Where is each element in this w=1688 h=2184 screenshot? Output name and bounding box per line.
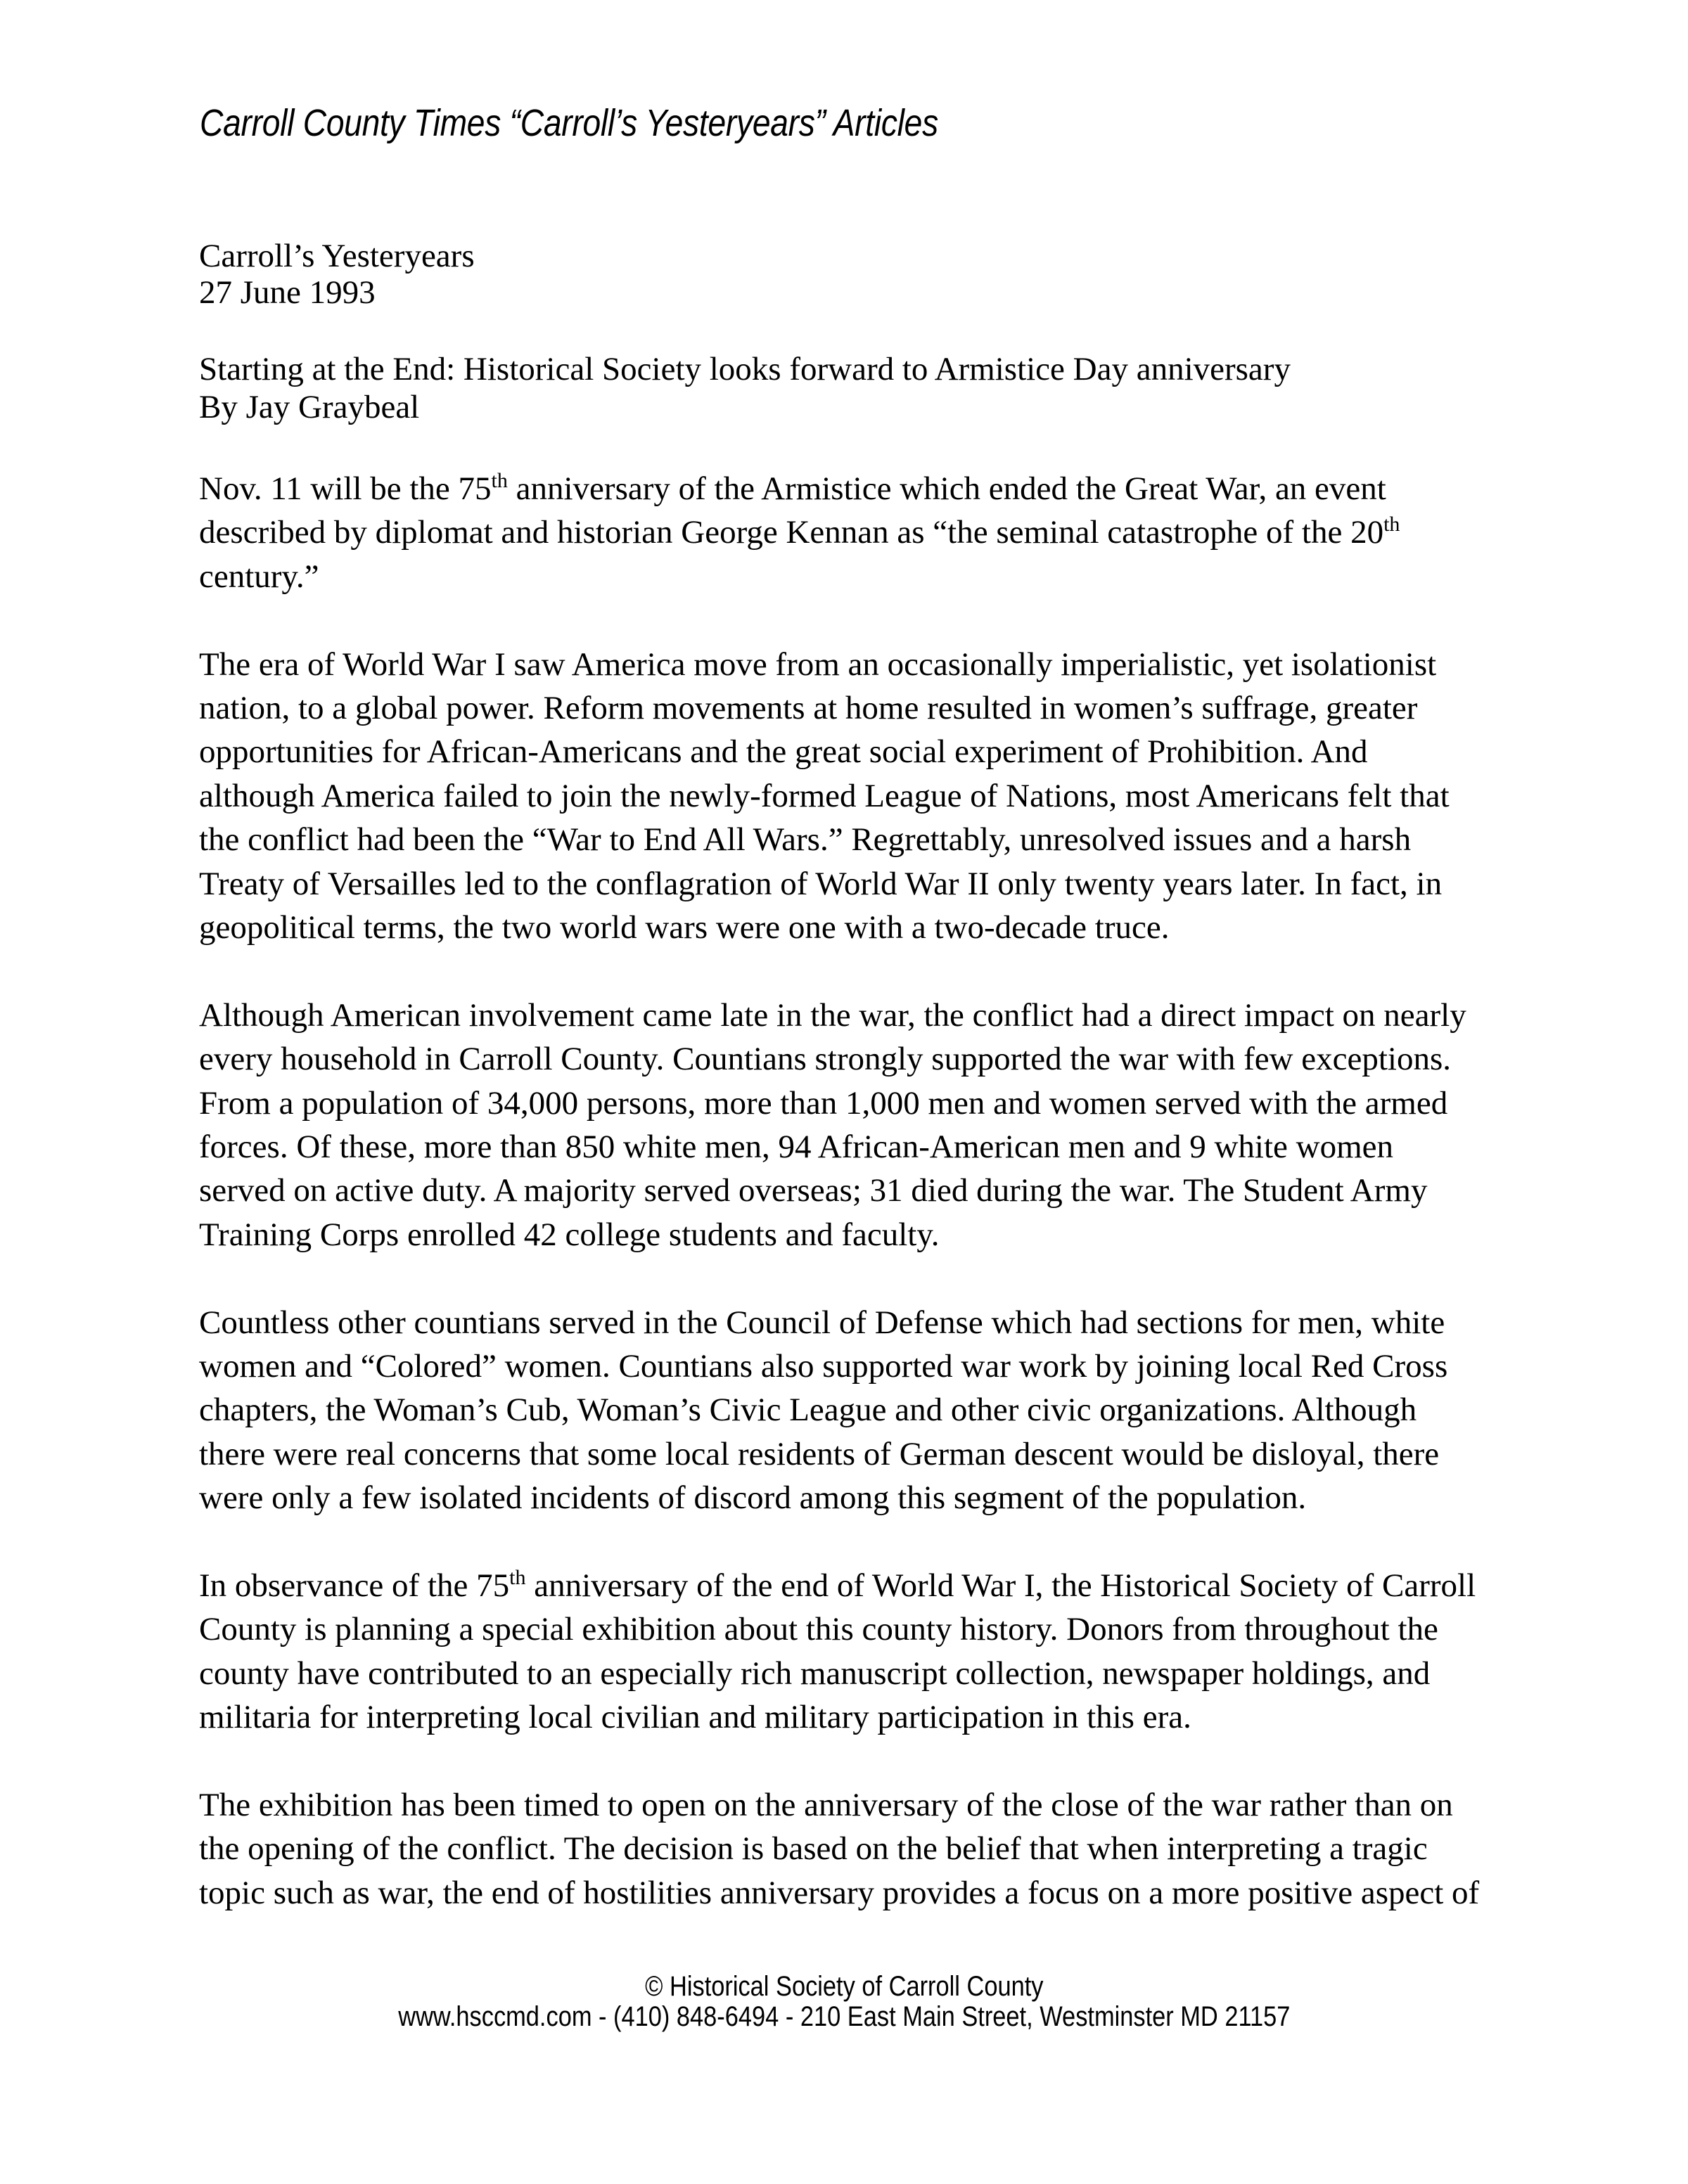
column-name: Carroll’s Yesteryears: [199, 238, 475, 274]
paragraph-line: [199, 645, 1437, 683]
paragraph-line: [199, 1043, 1451, 1076]
paragraph-line: [199, 1479, 1307, 1517]
paragraph-line: [199, 1131, 1393, 1164]
line-text: Treaty of Versailles led to the conflagration of World War II only twenty years later. In fact, in: [199, 865, 1443, 902]
paragraph-line: [199, 733, 1368, 771]
paragraph-line: [199, 1789, 1453, 1822]
line-text: century.”: [199, 558, 319, 595]
paragraph-line: [199, 1566, 1476, 1604]
line-text: opportunities for African-Americans and the great social experiment of Prohibition. And: [199, 733, 1368, 771]
line-text: Training Corps enrolled 42 college students and faculty.: [199, 1216, 940, 1253]
article-date: 27 June 1993: [199, 274, 376, 311]
paragraph-line: [199, 560, 319, 593]
paragraph-line: [199, 1350, 1447, 1383]
line-text: were only a few isolated incidents of discord among this segment of the population.: [199, 1479, 1307, 1517]
line-text: there were real concerns that some local residents of German descent would be disloyal, there: [199, 1435, 1440, 1472]
line-text: county have contributed to an especially rich manuscript collection, newspaper holdings, and: [199, 1655, 1431, 1692]
paragraph-line: [199, 865, 1443, 902]
line-text: anniversary of the Armistice which ended the Great War, an event: [507, 470, 1386, 507]
line-text: In observance of the 75: [199, 1567, 510, 1604]
line-text: militaria for interpreting local civilian and military participation in this era.: [199, 1699, 1191, 1736]
paragraph-line: [199, 821, 1412, 859]
line-text: forces. Of these, more than 850 white men, 94 African-American men and 9 white women: [199, 1129, 1393, 1165]
line-text: anniversary of the end of World War I, the Historical Society of Carroll: [525, 1567, 1476, 1604]
paragraph-line: [199, 1657, 1430, 1690]
line-text: women and “Colored” women. Countians also supported war work by joining local Red Cross: [199, 1348, 1448, 1385]
line-text: nation, to a global power. Reform movements at home resulted in women’s suffrage, greater: [199, 690, 1418, 726]
line-text: Countless other countians served in the Council of Defense which had sections for men, white: [199, 1304, 1445, 1341]
line-text: the opening of the conflict. The decision is based on the belief that when interpreting a tragic: [199, 1830, 1428, 1868]
paragraph-line: [199, 1084, 1448, 1122]
paragraph-line: [199, 513, 1400, 551]
line-text: the conflict had been the “War to End All Wars.” Regrettably, unresolved issues and a harsh: [199, 821, 1412, 859]
paragraph-line: [199, 1174, 1427, 1207]
paragraph-line: [199, 1306, 1445, 1340]
footer-copyright-text: © Historical Society of Carroll County: [644, 1971, 1044, 2002]
paragraph-line: [199, 1394, 1417, 1427]
ordinal-superscript: th: [509, 1566, 526, 1589]
line-text: topic such as war, the end of hostilities anniversary provides a focus on a more positive aspect of: [199, 1874, 1480, 1911]
line-text: described by diplomat and historian George Kennan as “the seminal catastrophe of the 20: [199, 514, 1384, 551]
paragraph-line: [199, 1874, 1480, 1911]
paragraph-line: [199, 1435, 1440, 1472]
footer-contact-text: www.hsccmd.com - (410) 848-6494 - 210 East Main Street, Westminster MD 21157: [397, 2001, 1291, 2032]
footer-copyright: [0, 1972, 1688, 2000]
line-text: although America failed to join the newly-formed League of Nations, most Americans felt that: [199, 777, 1450, 814]
line-text: geopolitical terms, the two world wars were one with a two-decade truce.: [199, 909, 1170, 946]
paragraph-line: [199, 692, 1417, 725]
paragraph-line: [199, 469, 1386, 507]
line-text: The era of World War I saw America move from an occasionally imperialistic, yet isolationist: [199, 645, 1437, 683]
running-header: Carroll County Times “Carroll’s Yesteryears” Articles: [200, 102, 938, 144]
ordinal-superscript: th: [491, 469, 508, 492]
article-headline: Starting at the End: Historical Society looks forward to Armistice Day anniversary: [199, 351, 1291, 387]
line-text: Nov. 11 will be the 75: [199, 470, 492, 507]
paragraph-line: [199, 1830, 1428, 1868]
line-text: served on active duty. A majority served overseas; 31 died during the war. The Student Army: [199, 1172, 1428, 1209]
line-text: chapters, the Woman’s Cub, Woman’s Civic League and other civic organizations. Although: [199, 1392, 1417, 1429]
paragraph-line: [199, 1613, 1438, 1646]
paragraph-line: [199, 1701, 1191, 1734]
paragraph-line: [199, 777, 1450, 814]
paragraph-line: [199, 911, 1169, 944]
article-byline: By Jay Graybeal: [199, 389, 420, 425]
ordinal-superscript: th: [1383, 513, 1400, 537]
line-text: County is planning a special exhibition about this county history. Donors from throughout the: [199, 1611, 1438, 1648]
paragraph-line: [199, 996, 1466, 1034]
line-text: The exhibition has been timed to open on the anniversary of the close of the war rather than on: [199, 1787, 1453, 1823]
line-text: every household in Carroll County. Countians strongly supported the war with few exceptions.: [199, 1041, 1452, 1078]
footer-contact: [0, 2003, 1688, 2031]
line-text: Although American involvement came late in the war, the conflict had a direct impact on nearly: [199, 996, 1466, 1034]
paragraph-line: [199, 1216, 940, 1253]
line-text: From a population of 34,000 persons, more than 1,000 men and women served with the armed: [199, 1084, 1448, 1122]
